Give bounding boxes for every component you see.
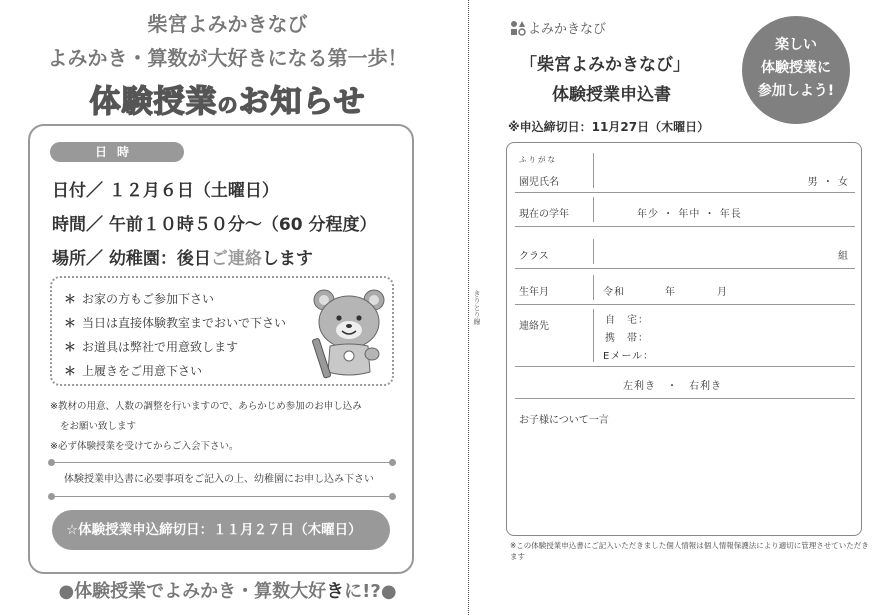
note-marker: ＊ <box>64 364 77 378</box>
note-text: 上履きをご用意下さい <box>82 364 203 378</box>
footer-part-c: に!?● <box>344 581 397 602</box>
class-suffix: 組 <box>838 251 849 262</box>
brand-icon <box>510 20 526 36</box>
birth-era: 令和 <box>603 287 625 298</box>
handedness-options[interactable]: 左利き ・ 右利き <box>623 381 722 392</box>
title-part-3: お知らせ <box>238 84 366 120</box>
note-text: お家の方もご参加下さい <box>82 292 215 306</box>
name-label: 園児氏名 <box>519 177 559 188</box>
form-deadline: ※申込締切日：11月27日（木曜日） <box>508 120 710 134</box>
footer-part-a: ●体験授業でよみかき・算数大好 <box>58 581 327 602</box>
handedness-row <box>515 367 855 399</box>
privacy-note: ※この体験授業申込書にご記入いただきました個人情報は個人情報保護法により適切に管理させていただきます <box>510 541 869 561</box>
note-text: 当日は直接体験教室までおいで下さい <box>82 316 287 330</box>
row-divider <box>593 309 594 362</box>
time-line: 時間／ 午前１０時５０分～（60 分程度） <box>52 215 377 235</box>
contact-email[interactable]: Eメール： <box>603 351 655 362</box>
title-part-1: 体験授業 <box>89 84 218 120</box>
place-text-c: します <box>261 249 313 269</box>
place-line <box>52 244 313 269</box>
brand-name: よみかきなび <box>528 22 607 37</box>
class-label: クラス <box>519 251 549 262</box>
tagline: よみかき・算数が大好きになる第一歩！ <box>47 46 408 70</box>
deadline-banner: ☆体験授業申込締切日：１１月２７日（木曜日） <box>52 510 390 550</box>
grade-label: 現在の学年 <box>519 209 569 220</box>
note-item <box>64 338 238 355</box>
small-note-2: ※必ず体験授業を受けてからご入会下さい。 <box>50 441 239 452</box>
birth-year: 年 <box>665 287 676 298</box>
brand-logo <box>510 18 606 37</box>
application-form-page <box>490 0 880 615</box>
promo-line-3: 参加しよう! <box>757 83 835 99</box>
application-form <box>506 142 862 536</box>
birth-label: 生年月 <box>519 287 549 298</box>
row-divider <box>593 239 594 264</box>
school-name: 柴宮よみかきなび <box>147 12 308 36</box>
place-text-b: ご連絡 <box>210 249 262 269</box>
place-text-a: 場所／ 幼稚園：後日 <box>52 249 211 269</box>
row-divider <box>593 153 594 188</box>
note-item <box>64 290 214 307</box>
small-note-1: ※教材の用意、人数の調整を行いますので、あらかじめ参加のお申し込み <box>50 401 362 412</box>
small-note-1b: をお願い致します <box>60 421 137 432</box>
promo-line-1: 楽しい <box>775 37 817 53</box>
divider <box>52 496 392 497</box>
row-divider <box>593 197 594 222</box>
note-marker: ＊ <box>64 340 77 354</box>
footer-slogan <box>0 577 455 603</box>
row-divider <box>593 275 594 300</box>
divider <box>52 462 392 463</box>
note-marker: ＊ <box>64 292 77 306</box>
note-text: お道具は弊社で用意致します <box>82 340 239 354</box>
grade-row <box>515 193 855 227</box>
schedule-label: 日時 <box>50 142 184 162</box>
info-box <box>28 124 414 574</box>
bear-mascot-icon <box>310 284 388 384</box>
class-row <box>515 235 855 269</box>
cut-line <box>468 0 469 615</box>
promo-circle <box>742 16 850 124</box>
note-item <box>64 314 286 331</box>
footer-part-b: き <box>326 581 345 602</box>
page-title <box>0 76 455 121</box>
contact-row <box>515 305 855 367</box>
submit-note: 体験授業申込書に必要事項をご記入の上、幼稚園にお申し込み下さい <box>64 474 374 485</box>
birth-row <box>515 271 855 305</box>
contact-mobile[interactable]: 携 帯： <box>605 333 649 344</box>
birth-month: 月 <box>717 287 728 298</box>
notes-box <box>50 276 394 386</box>
title-part-2: の <box>217 93 239 117</box>
form-subtitle: 体験授業申込書 <box>552 85 671 105</box>
note-marker: ＊ <box>64 316 77 330</box>
cut-line-label: きりとり線 <box>473 290 481 325</box>
gender-options[interactable]: 男 ・ 女 <box>807 177 849 188</box>
promo-line-2: 体験授業に <box>761 60 831 76</box>
date-line: 日付／ １２月６日（土曜日） <box>52 181 279 201</box>
contact-label: 連絡先 <box>519 321 549 332</box>
contact-home[interactable]: 自 宅： <box>605 315 649 326</box>
note-item <box>64 362 202 379</box>
grade-options[interactable]: 年少 ・ 年中 ・ 年長 <box>637 209 742 220</box>
furigana-label: ふりがな <box>519 155 557 164</box>
form-title: 「柴宮よみかきなび」 <box>520 55 690 75</box>
comment-label: お子様について一言 <box>519 415 609 426</box>
name-row <box>515 151 855 193</box>
comment-row[interactable] <box>515 399 855 519</box>
